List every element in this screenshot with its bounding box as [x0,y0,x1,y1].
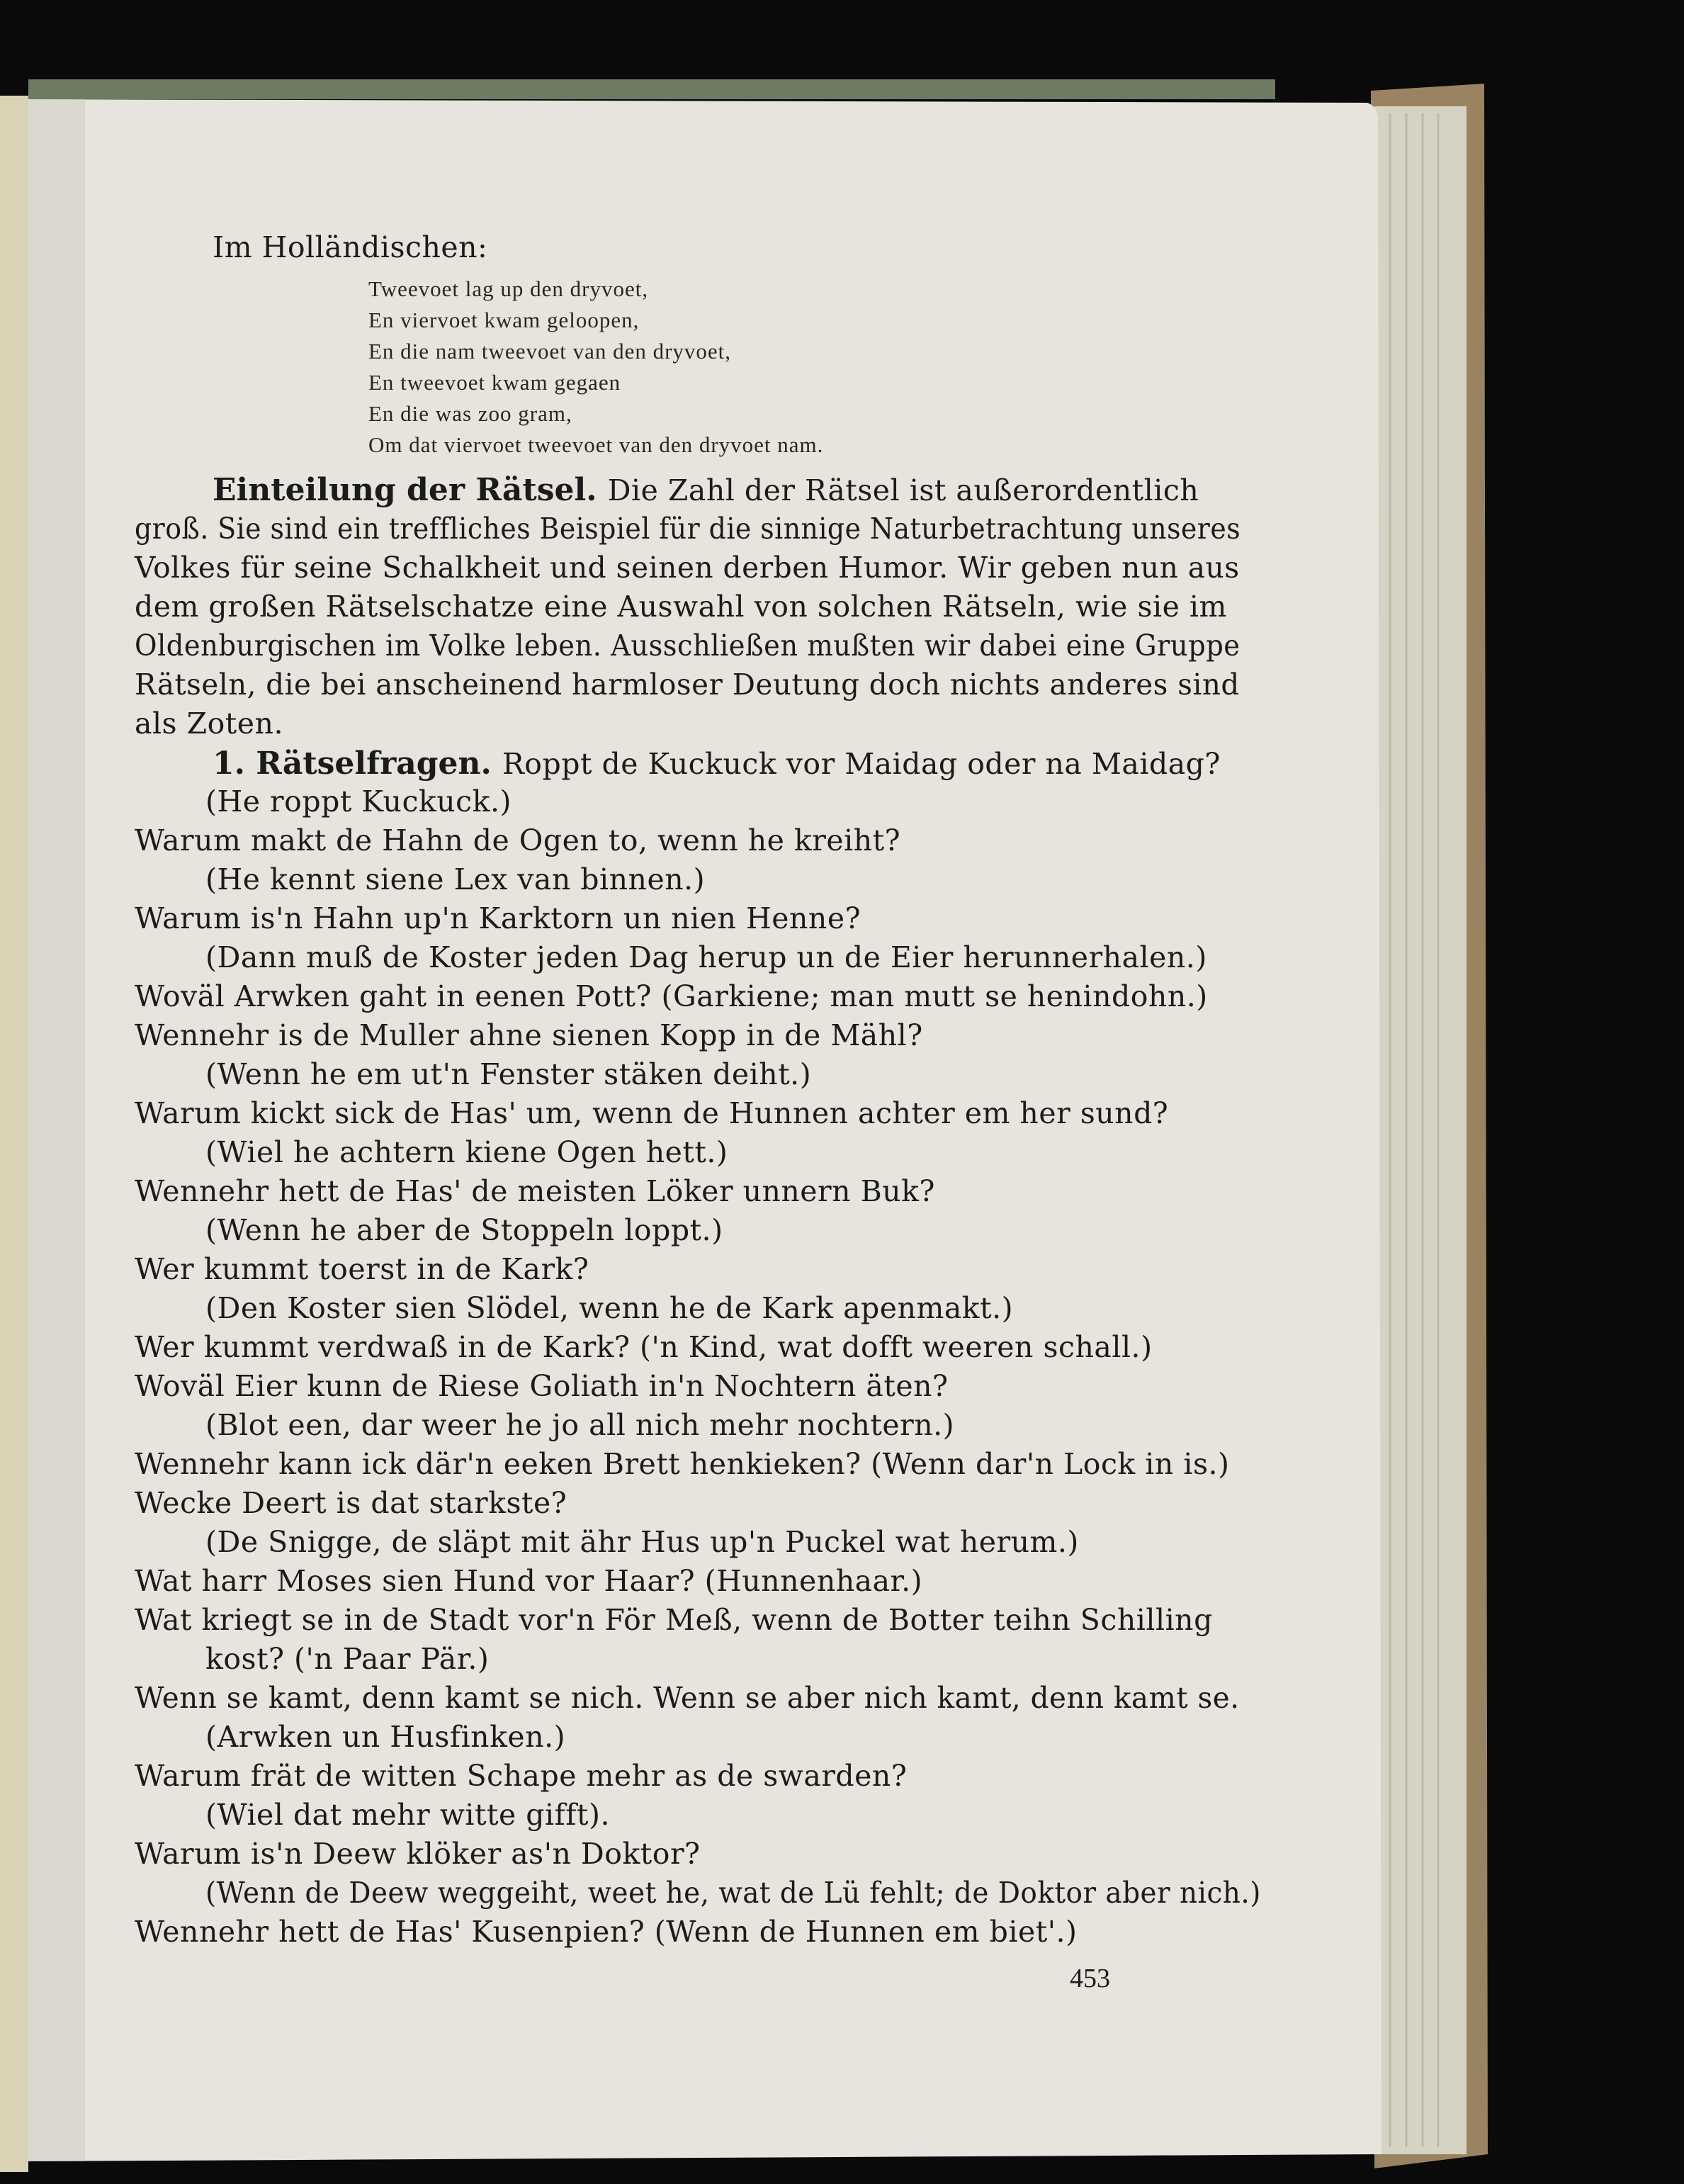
riddle-answer: (He kennt siene Lex van binnen.) [205,862,706,896]
riddle-question: Wer kummt toerst in de Kark? [135,1252,589,1286]
riddle-answer: (Blot een, dar weer he jo all nich mehr nochtern.) [205,1408,955,1442]
verse-line: En die was zoo gram, [368,401,572,426]
riddle-question: Warum is'n Hahn up'n Karktorn un nien Henne? [135,901,861,935]
riddle-question: Wenn se kamt, denn kamt se nich. Wenn se aber nich kamt, denn kamt se. [135,1681,1240,1715]
verse-line: Om dat viervoet tweevoet van den dryvoet nam. [368,432,824,457]
riddle-answer: (De Snigge, de släpt mit ähr Hus up'n Puckel wat herum.) [205,1525,1079,1559]
verse-line: En viervoet kwam geloopen, [368,308,640,332]
riddle-question: Warum makt de Hahn de Ogen to, wenn he kreiht? [135,823,901,857]
riddle-question: Wennehr kann ick där'n eeken Brett henkieken? (Wenn dar'n Lock in is.) [135,1447,1230,1481]
riddle-question: Wat kriegt se in de Stadt vor'n För Meß, wenn de Botter teihn Schilling [135,1603,1213,1637]
riddle-question: Warum is'n Deew klöker as'n Doktor? [135,1837,701,1871]
riddle-first-line [213,745,1221,782]
verse-line: En die nam tweevoet van den dryvoet, [368,339,732,364]
paragraph-line: als Zoten. [135,707,283,741]
paragraph-line: Rätseln, die bei anscheinend harmloser Deutung doch nichts anderes sind [135,668,1240,702]
paragraph-line: Oldenburgischen im Volke leben. Ausschließen mußten wir dabei eine Gruppe [135,629,1241,663]
riddle-question: Wer kummt verdwaß in de Kark? ('n Kind, wat dofft weeren schall.) [135,1330,1153,1364]
book-page [14,85,1396,2140]
riddle-question: Wennehr is de Muller ahne sienen Kopp in de Mähl? [135,1018,923,1052]
section-heading: Einteilung der Rätsel. [213,472,597,508]
section-first-line [213,472,1199,508]
riddle-answer: (Wenn de Deew weggeiht, weet he, wat de Lü fehlt; de Doktor aber nich.) [205,1876,1261,1910]
riddle-question: Woväl Eier kunn de Riese Goliath in'n Nochtern äten? [135,1369,949,1403]
paragraph-line: dem großen Rätselschatze eine Auswahl von solchen Rätseln, wie sie im [135,590,1227,624]
riddle-answer: (Wiel dat mehr witte gifft). [205,1798,610,1832]
riddle-answer: (Dann muß de Koster jeden Dag herup un de Eier herunnerhalen.) [205,940,1207,974]
verse-line: En tweevoet kwam gegaen [368,370,621,395]
paragraph-line: groß. Sie sind ein treffliches Beispiel für die sinnige Naturbetrachtung unseres [135,512,1241,546]
paragraph-line: Die Zahl der Rätsel ist außerordentlich [607,473,1199,507]
riddle-question: Warum kickt sick de Has' um, wenn de Hunnen achter em her sund? [135,1096,1169,1130]
riddle-question: Wennehr hett de Has' Kusenpien? (Wenn de Hunnen em biet'.) [135,1915,1078,1949]
riddle-answer: (He roppt Kuckuck.) [205,784,512,818]
riddle-question: Woväl Arwken gaht in eenen Pott? (Garkiene; man mutt se henindohn.) [135,979,1208,1013]
riddle-answer: (Wenn he aber de Stoppeln loppt.) [205,1213,723,1247]
verse-line: Tweevoet lag up den dryvoet, [368,276,649,301]
subsection-heading: 1. Rätselfragen. [213,745,492,782]
riddle-question: Roppt de Kuckuck vor Maidag oder na Maidag? [502,747,1221,781]
intro-label: Im Holländischen: [213,230,488,264]
riddle-answer: (Den Koster sien Slödel, wenn he de Kark apenmakt.) [205,1291,1014,1325]
riddle-answer: (Arwken un Husfinken.) [205,1720,566,1754]
riddle-question: Wecke Deert is dat starkste? [135,1486,567,1520]
riddle-question: Wennehr hett de Has' de meisten Löker unnern Buk? [135,1174,935,1208]
riddle-answer: (Wiel he achtern kiene Ogen hett.) [205,1135,728,1169]
riddle-question: Warum frät de witten Schape mehr as de swarden? [135,1759,908,1793]
riddle-answer: kost? ('n Paar Pär.) [205,1642,490,1676]
paragraph-line: Volkes für seine Schalkheit und seinen derben Humor. Wir geben nun aus [135,551,1240,585]
riddle-question: Wat harr Moses sien Hund vor Haar? (Hunnenhaar.) [135,1564,923,1598]
page-number: 453 [1070,1964,1110,1993]
riddle-answer: (Wenn he em ut'n Fenster stäken deiht.) [205,1057,812,1091]
